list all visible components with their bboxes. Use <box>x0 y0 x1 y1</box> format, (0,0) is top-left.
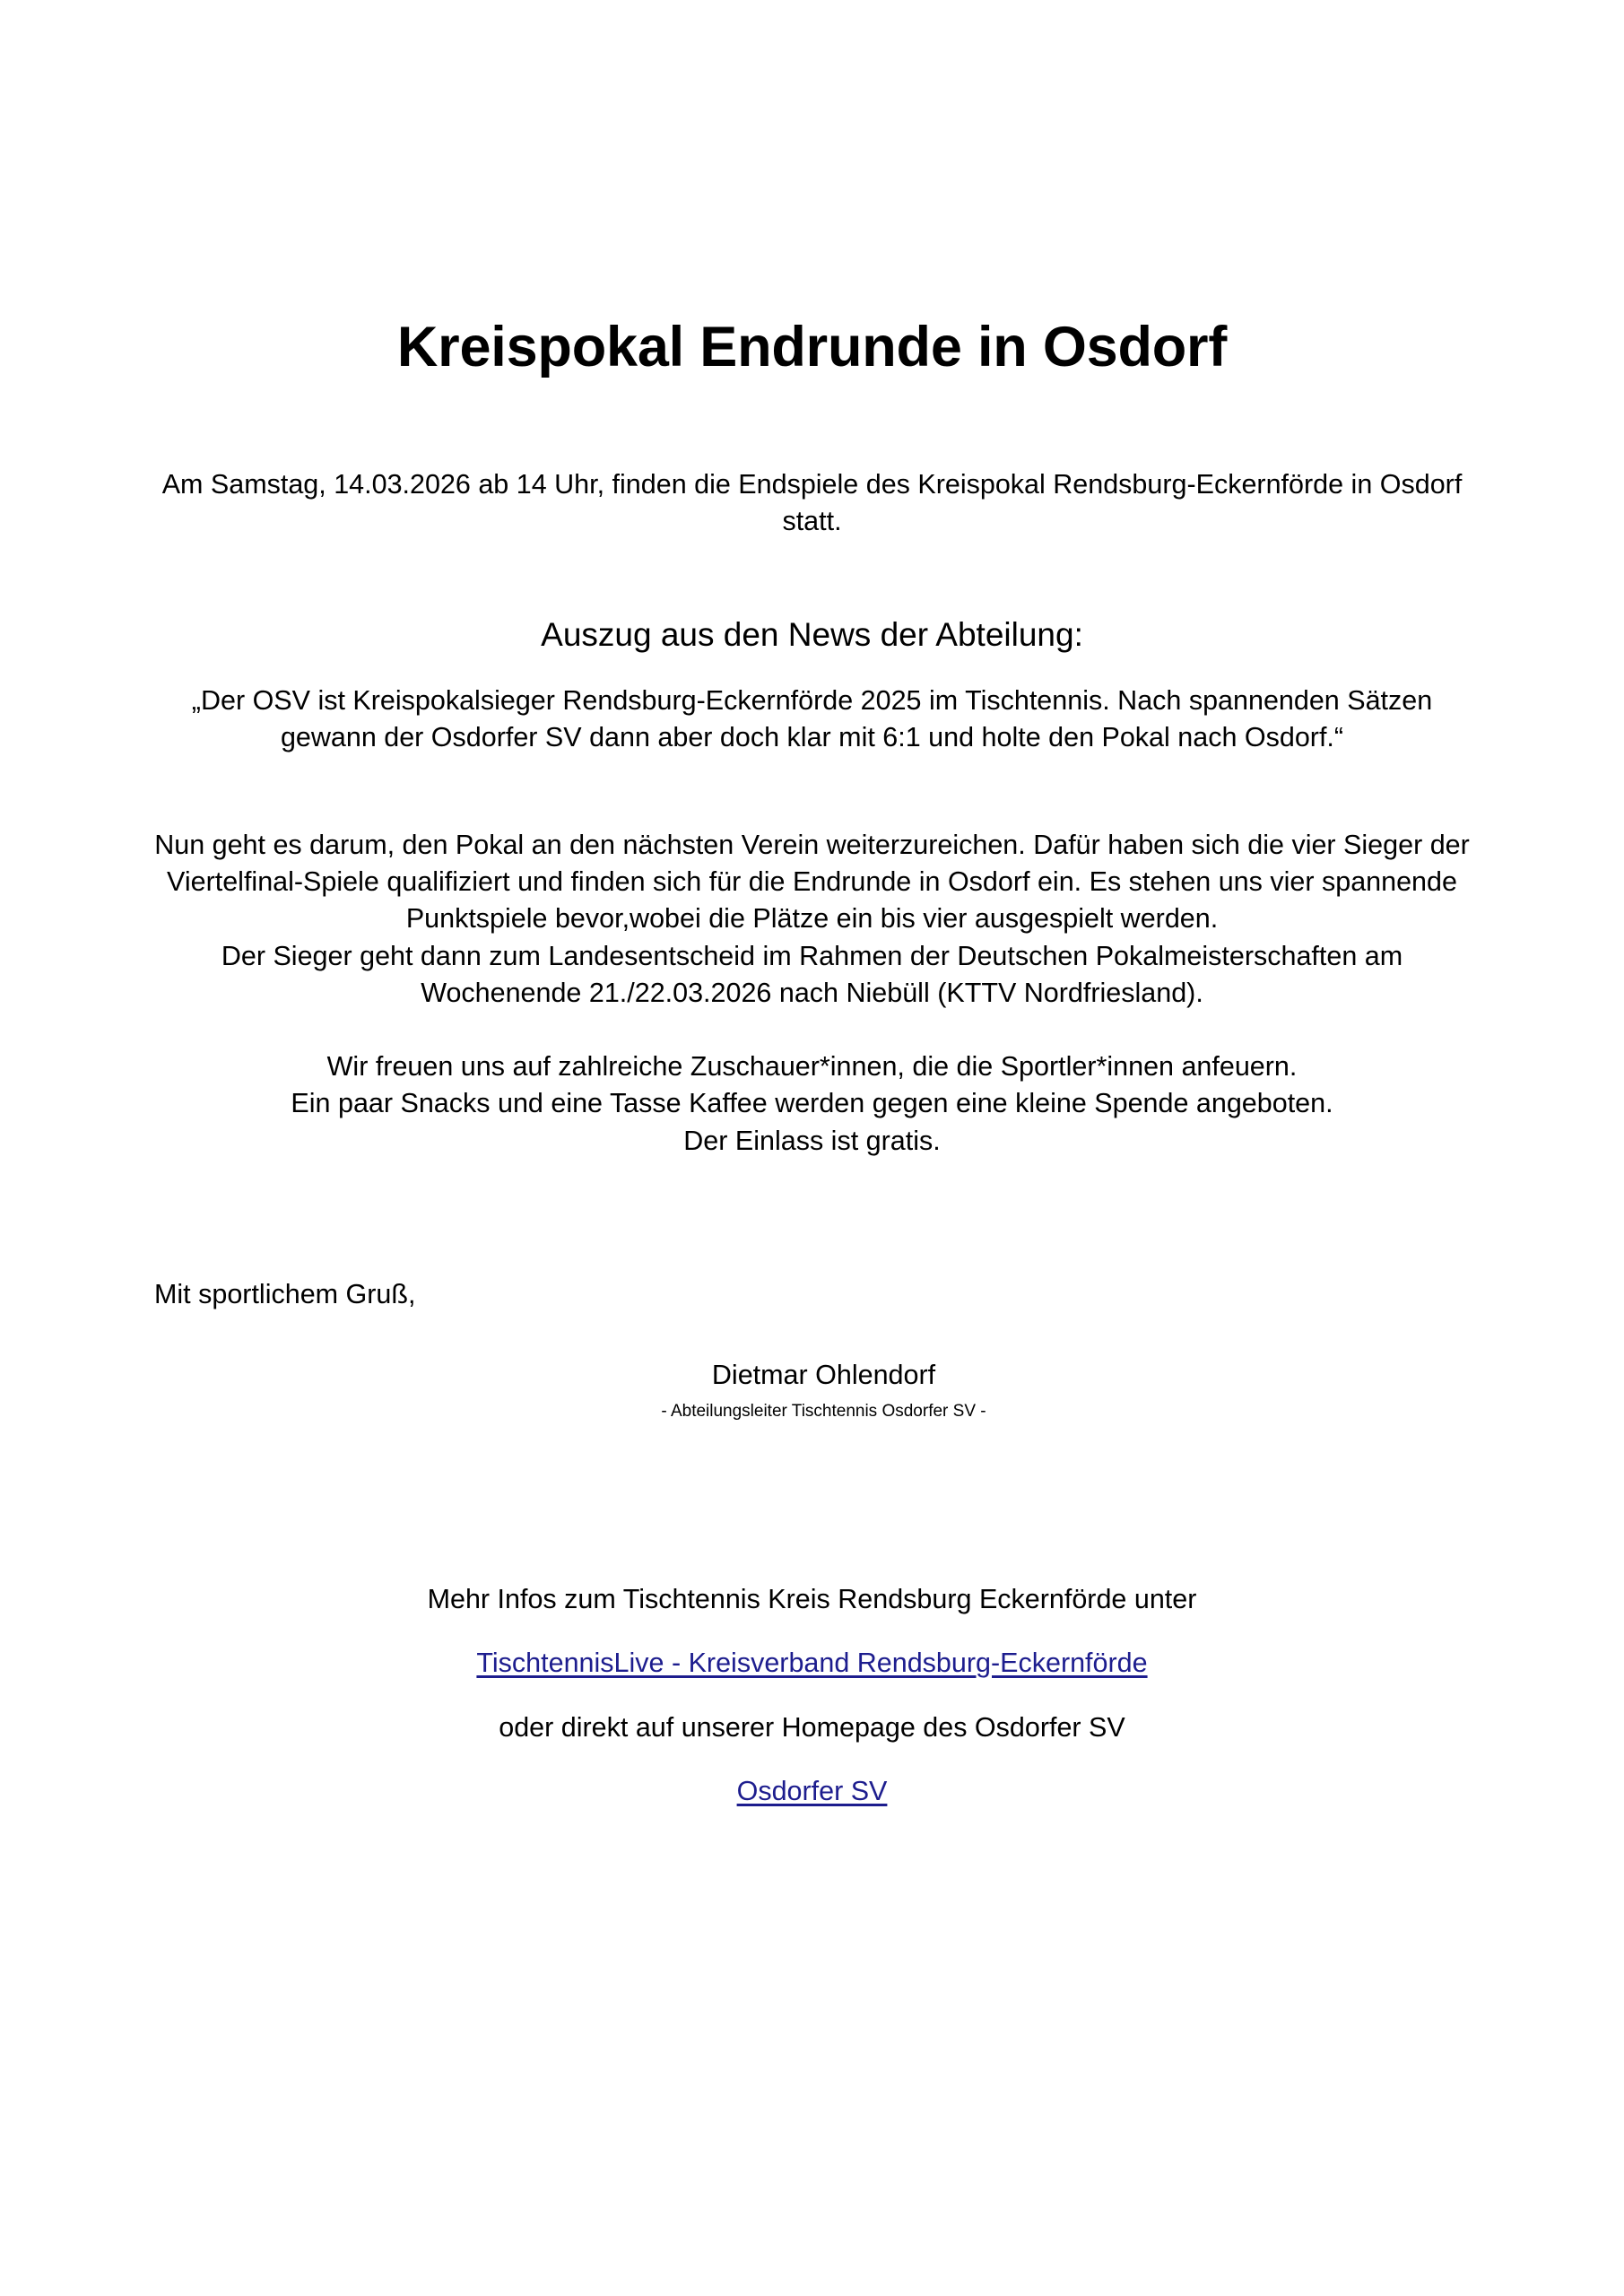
signature-block <box>152 1160 1472 1423</box>
footer-link-row-osdorfer-sv <box>152 1746 1472 1810</box>
link-tischtennislive-kreisverband[interactable]: TischtennisLive - Kreisverband Rendsburg-Eckernförde <box>476 1648 1148 1679</box>
footer-block <box>152 1423 1472 1811</box>
body-paragraph-landesentscheid: Der Sieger geht dann zum Landesentscheid im Rahmen der Deutschen Pokalmeisterschaften am Wochenende 21./22.03.2026 nach Niebüll (KTTV Nordfriesland). <box>221 940 1403 1009</box>
footer-more-info-text: Mehr Infos zum Tischtennis Kreis Rendsburg Eckernförde unter <box>427 1583 1197 1614</box>
welcome-line-spectators: Wir freuen uns auf zahlreiche Zuschauer*innen, die die Sportler*innen anfeuern. <box>326 1050 1298 1082</box>
welcome-block <box>152 1013 1472 1160</box>
signature-name: Dietmar Ohlendorf <box>711 1359 936 1390</box>
news-quote-paragraph: „Der OSV ist Kreispokalsieger Rendsburg-Eckernförde 2025 im Tischtennis. Nach spannenden Sätzen gewann der Osdorfer SV dann aber doch klar mit 6:1 und holte den Pokal nach Osdorf.“ <box>191 684 1433 753</box>
footer-homepage-text: oder direkt auf unserer Homepage des Osdorfer SV <box>499 1711 1125 1743</box>
body-paragraph-qualification: Nun geht es darum, den Pokal an den nächsten Verein weiterzureichen. Dafür haben sich die vier Sieger der Viertelfinal-Spiele qualifiziert und finden sich für die Endrunde in Osdorf ein. Es stehen uns vier spannende Punktspiele bevor,wobei die Plätze ein bis vier ausgespielt werden. <box>154 829 1470 935</box>
signature-role: - Abteilungsleiter Tischtennis Osdorfer SV - <box>661 1402 986 1422</box>
welcome-line-snacks: Ein paar Snacks und eine Tasse Kaffee werden gegen eine kleine Spende angeboten. <box>291 1088 1333 1119</box>
link-osdorfer-sv[interactable]: Osdorfer SV <box>736 1776 888 1807</box>
section-heading-news-excerpt: Auszug aus den News der Abteilung: <box>541 616 1083 654</box>
signature-greeting: Mit sportlichem Gruß, <box>154 1279 416 1310</box>
welcome-line-entry-free: Der Einlass ist gratis. <box>683 1125 941 1156</box>
footer-link-row-kreisverband <box>152 1618 1472 1682</box>
intro-paragraph: Am Samstag, 14.03.2026 ab 14 Uhr, finden die Endspiele des Kreispokal Rendsburg-Eckernförde in Osdorf statt. <box>161 468 1463 537</box>
page-title: Kreispokal Endrunde in Osdorf <box>396 316 1228 378</box>
